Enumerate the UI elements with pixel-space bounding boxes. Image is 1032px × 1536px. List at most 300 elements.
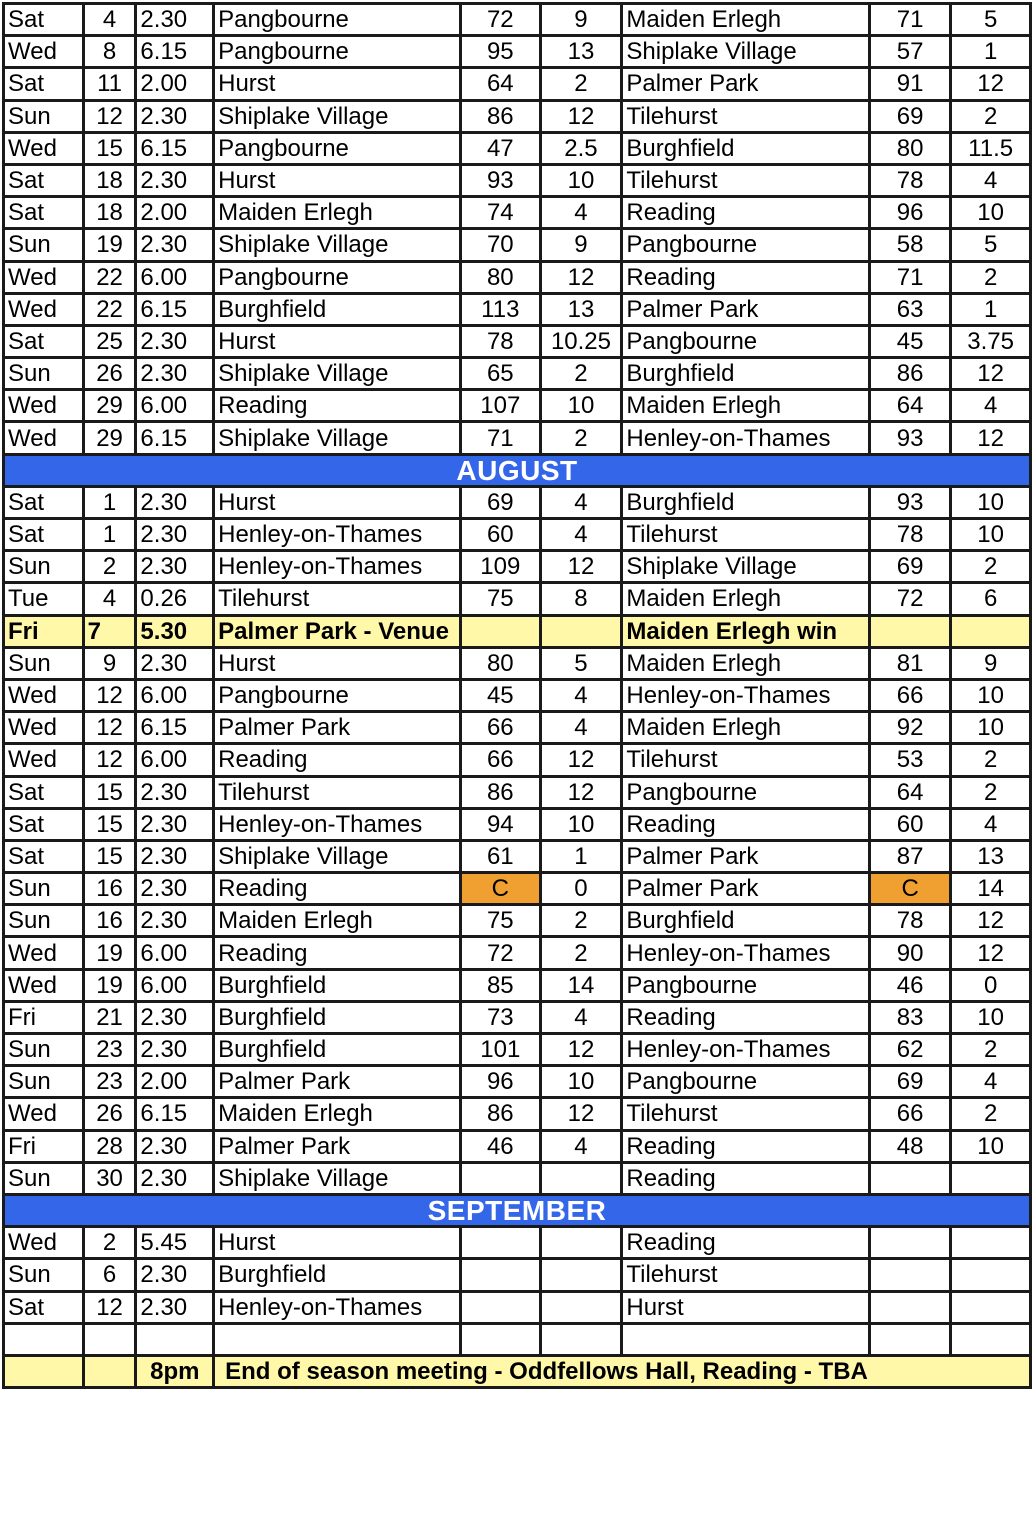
home-runs-cell: 72	[461, 937, 541, 969]
away-points-cell: 6	[951, 583, 1031, 615]
fixture-row	[4, 873, 1031, 905]
away-team-cell: Reading	[622, 1130, 870, 1162]
home-points-cell	[540, 1259, 622, 1291]
fixtures-table	[2, 2, 1032, 1389]
date-cell: 12	[83, 1291, 136, 1323]
home-team-cell: Tilehurst	[214, 583, 461, 615]
away-runs-cell: 80	[869, 132, 950, 164]
away-runs-cell: 78	[869, 519, 950, 551]
day-cell: Wed	[4, 969, 84, 1001]
away-team-cell: Burghfield	[622, 358, 870, 390]
fixture-row	[4, 1066, 1031, 1098]
home-team-cell: Pangbourne	[214, 36, 461, 68]
time-cell: 6.00	[136, 390, 214, 422]
home-runs-cell: 70	[461, 229, 541, 261]
fixture-row	[4, 68, 1031, 100]
away-team-cell: Palmer Park	[622, 873, 870, 905]
away-runs-cell: 69	[869, 551, 950, 583]
home-team-cell: Palmer Park	[214, 1066, 461, 1098]
away-points-cell: 13	[951, 840, 1031, 872]
time-cell: 2.30	[136, 519, 214, 551]
home-runs-cell: 74	[461, 197, 541, 229]
fixture-row	[4, 776, 1031, 808]
away-team-cell: Tilehurst	[622, 1259, 870, 1291]
date-cell: 25	[83, 325, 136, 357]
away-points-cell: 10	[951, 519, 1031, 551]
fixture-row	[4, 100, 1031, 132]
away-team-cell: Maiden Erlegh	[622, 712, 870, 744]
home-team-cell: Pangbourne	[214, 261, 461, 293]
away-team-cell: Palmer Park	[622, 68, 870, 100]
home-runs-cell: 71	[461, 422, 541, 454]
day-cell: Sun	[4, 873, 84, 905]
home-runs-cell: 96	[461, 1066, 541, 1098]
away-team-cell: Reading	[622, 197, 870, 229]
away-points-cell: 5	[951, 4, 1031, 36]
away-team-cell: Maiden Erlegh	[622, 647, 870, 679]
home-team-cell: Palmer Park	[214, 1130, 461, 1162]
away-runs-cell: 81	[869, 647, 950, 679]
away-runs-cell: 72	[869, 583, 950, 615]
away-team-cell: Reading	[622, 808, 870, 840]
away-runs-cell: 64	[869, 776, 950, 808]
time-cell: 6.15	[136, 132, 214, 164]
home-runs-cell	[461, 615, 541, 647]
home-points-cell: 2	[540, 422, 622, 454]
empty-cell	[136, 1323, 214, 1355]
away-points-cell: 10	[951, 712, 1031, 744]
time-cell: 2.00	[136, 1066, 214, 1098]
date-cell: 22	[83, 261, 136, 293]
time-cell: 2.30	[136, 905, 214, 937]
fixture-row	[4, 197, 1031, 229]
time-cell: 2.30	[136, 1291, 214, 1323]
away-runs-cell: 66	[869, 679, 950, 711]
away-team-cell: Pangbourne	[622, 969, 870, 1001]
date-cell: 12	[83, 744, 136, 776]
away-points-cell: 3.75	[951, 325, 1031, 357]
home-points-cell	[540, 615, 622, 647]
time-cell: 2.30	[136, 873, 214, 905]
home-team-cell: Burghfield	[214, 1259, 461, 1291]
home-runs-cell: 94	[461, 808, 541, 840]
date-cell: 12	[83, 712, 136, 744]
home-team-cell: Reading	[214, 937, 461, 969]
fixture-row	[4, 229, 1031, 261]
fixture-row	[4, 1291, 1031, 1323]
away-points-cell: 2	[951, 1098, 1031, 1130]
day-cell: Sun	[4, 100, 84, 132]
time-cell: 2.30	[136, 486, 214, 518]
time-cell: 2.30	[136, 358, 214, 390]
empty-cell	[83, 1323, 136, 1355]
away-team-cell: Reading	[622, 1001, 870, 1033]
away-runs-cell: 69	[869, 100, 950, 132]
home-team-cell: Palmer Park	[214, 712, 461, 744]
away-team-cell: Burghfield	[622, 905, 870, 937]
away-runs-cell	[869, 1162, 950, 1194]
home-points-cell	[540, 1227, 622, 1259]
away-team-cell: Palmer Park	[622, 293, 870, 325]
date-cell: 2	[83, 1227, 136, 1259]
away-team-cell: Tilehurst	[622, 519, 870, 551]
fixture-row	[4, 647, 1031, 679]
fixture-row	[4, 325, 1031, 357]
fixture-row	[4, 840, 1031, 872]
away-points-cell: 12	[951, 358, 1031, 390]
fixture-row	[4, 1162, 1031, 1194]
day-cell: Sun	[4, 1034, 84, 1066]
fixture-row	[4, 1227, 1031, 1259]
date-cell: 30	[83, 1162, 136, 1194]
day-cell: Sat	[4, 325, 84, 357]
home-runs-cell: 86	[461, 100, 541, 132]
home-runs-cell: 86	[461, 1098, 541, 1130]
day-cell: Sun	[4, 1259, 84, 1291]
away-team-cell: Pangbourne	[622, 229, 870, 261]
fixture-row	[4, 679, 1031, 711]
home-team-cell: Hurst	[214, 68, 461, 100]
away-runs-cell: 45	[869, 325, 950, 357]
home-points-cell: 4	[540, 1130, 622, 1162]
day-cell: Sat	[4, 197, 84, 229]
date-cell: 1	[83, 519, 136, 551]
home-points-cell: 4	[540, 712, 622, 744]
time-cell: 5.45	[136, 1227, 214, 1259]
home-points-cell: 2	[540, 905, 622, 937]
day-cell: Sat	[4, 776, 84, 808]
away-points-cell: 2	[951, 744, 1031, 776]
time-cell: 6.15	[136, 36, 214, 68]
date-cell: 12	[83, 679, 136, 711]
date-cell: 15	[83, 808, 136, 840]
day-cell: Sat	[4, 4, 84, 36]
day-cell: Wed	[4, 712, 84, 744]
away-runs-cell	[869, 615, 950, 647]
time-cell: 2.30	[136, 776, 214, 808]
home-runs-cell: 75	[461, 905, 541, 937]
home-runs-cell: 101	[461, 1034, 541, 1066]
home-runs-cell: 60	[461, 519, 541, 551]
home-runs-cell: 80	[461, 261, 541, 293]
empty-cell	[461, 1323, 541, 1355]
time-cell: 2.00	[136, 197, 214, 229]
day-cell: Sun	[4, 1066, 84, 1098]
home-runs-cell: 66	[461, 712, 541, 744]
date-cell: 15	[83, 132, 136, 164]
home-points-cell: 12	[540, 1098, 622, 1130]
day-cell: Sun	[4, 229, 84, 261]
date-cell: 15	[83, 840, 136, 872]
home-team-cell: Maiden Erlegh	[214, 905, 461, 937]
home-runs-cell	[461, 1162, 541, 1194]
meeting-description: End of season meeting - Oddfellows Hall, Reading - TBA	[214, 1355, 1031, 1387]
home-points-cell: 5	[540, 647, 622, 679]
time-cell: 6.15	[136, 422, 214, 454]
day-cell: Sat	[4, 1291, 84, 1323]
home-team-cell: Hurst	[214, 1227, 461, 1259]
away-runs-cell: 46	[869, 969, 950, 1001]
home-team-cell: Shiplake Village	[214, 358, 461, 390]
home-team-cell: Burghfield	[214, 293, 461, 325]
away-team-cell: Maiden Erlegh	[622, 583, 870, 615]
home-runs-cell: 66	[461, 744, 541, 776]
day-cell: Sun	[4, 905, 84, 937]
month-header	[4, 1194, 1031, 1226]
home-team-cell: Burghfield	[214, 969, 461, 1001]
date-cell: 9	[83, 647, 136, 679]
away-points-cell	[951, 615, 1031, 647]
season-meeting-row	[4, 1355, 1031, 1387]
home-team-cell: Tilehurst	[214, 776, 461, 808]
time-cell: 2.30	[136, 808, 214, 840]
date-cell: 21	[83, 1001, 136, 1033]
time-cell: 2.30	[136, 840, 214, 872]
date-cell: 16	[83, 873, 136, 905]
away-team-cell: Tilehurst	[622, 744, 870, 776]
time-cell: 2.30	[136, 100, 214, 132]
away-runs-cell: 78	[869, 164, 950, 196]
home-points-cell: 9	[540, 229, 622, 261]
home-team-cell: Hurst	[214, 164, 461, 196]
date-cell: 8	[83, 36, 136, 68]
empty-cell	[214, 1323, 461, 1355]
home-team-cell: Shiplake Village	[214, 840, 461, 872]
time-cell: 2.30	[136, 4, 214, 36]
away-team-cell: Burghfield	[622, 486, 870, 518]
date-cell: 23	[83, 1066, 136, 1098]
away-points-cell: 12	[951, 937, 1031, 969]
away-runs-cell: 48	[869, 1130, 950, 1162]
away-runs-cell: 62	[869, 1034, 950, 1066]
home-points-cell: 4	[540, 679, 622, 711]
time-cell: 6.00	[136, 969, 214, 1001]
home-runs-cell: 75	[461, 583, 541, 615]
date-cell: 26	[83, 358, 136, 390]
away-runs-cell: 87	[869, 840, 950, 872]
home-points-cell: 12	[540, 776, 622, 808]
home-runs-cell: 80	[461, 647, 541, 679]
time-cell: 2.00	[136, 68, 214, 100]
home-runs-cell	[461, 1227, 541, 1259]
home-team-cell: Reading	[214, 744, 461, 776]
date-cell: 28	[83, 1130, 136, 1162]
fixture-row	[4, 164, 1031, 196]
home-team-cell: Pangbourne	[214, 679, 461, 711]
home-runs-cell: 109	[461, 551, 541, 583]
away-points-cell: 12	[951, 905, 1031, 937]
away-points-cell: 2	[951, 551, 1031, 583]
away-runs-cell: 71	[869, 261, 950, 293]
home-team-cell: Maiden Erlegh	[214, 197, 461, 229]
away-points-cell: 5	[951, 229, 1031, 261]
away-runs-cell	[869, 1227, 950, 1259]
home-team-cell: Shiplake Village	[214, 1162, 461, 1194]
time-cell: 2.30	[136, 1162, 214, 1194]
away-points-cell: 4	[951, 808, 1031, 840]
home-runs-cell: 86	[461, 776, 541, 808]
away-points-cell: 1	[951, 36, 1031, 68]
blank-row	[4, 1323, 1031, 1355]
date-cell: 29	[83, 390, 136, 422]
home-team-cell: Maiden Erlegh	[214, 1098, 461, 1130]
empty-cell	[540, 1323, 622, 1355]
time-cell: 2.30	[136, 647, 214, 679]
day-cell: Sat	[4, 486, 84, 518]
away-team-cell: Henley-on-Thames	[622, 1034, 870, 1066]
home-points-cell: 4	[540, 197, 622, 229]
away-runs-cell: 66	[869, 1098, 950, 1130]
away-points-cell: 1	[951, 293, 1031, 325]
fixture-row	[4, 969, 1031, 1001]
home-runs-cell: 47	[461, 132, 541, 164]
date-cell: 4	[83, 583, 136, 615]
away-team-cell: Pangbourne	[622, 1066, 870, 1098]
away-points-cell: 14	[951, 873, 1031, 905]
time-cell: 0.26	[136, 583, 214, 615]
home-points-cell: 10	[540, 1066, 622, 1098]
date-cell: 1	[83, 486, 136, 518]
fixture-row	[4, 132, 1031, 164]
away-team-cell: Pangbourne	[622, 776, 870, 808]
home-runs-cell: 113	[461, 293, 541, 325]
away-runs-cell: 58	[869, 229, 950, 261]
home-team-cell: Reading	[214, 390, 461, 422]
date-cell: 26	[83, 1098, 136, 1130]
fixture-row	[4, 358, 1031, 390]
fixture-row	[4, 1098, 1031, 1130]
away-points-cell: 0	[951, 969, 1031, 1001]
day-cell: Wed	[4, 744, 84, 776]
away-points-cell: 2	[951, 100, 1031, 132]
date-cell: 4	[83, 4, 136, 36]
away-runs-cell: 78	[869, 905, 950, 937]
time-cell: 2.30	[136, 1001, 214, 1033]
home-team-cell: Henley-on-Thames	[214, 519, 461, 551]
home-runs-cell: 78	[461, 325, 541, 357]
away-team-cell: Maiden Erlegh	[622, 390, 870, 422]
fixture-row	[4, 1001, 1031, 1033]
month-header	[4, 454, 1031, 486]
away-runs-cell: 83	[869, 1001, 950, 1033]
home-points-cell: 0	[540, 873, 622, 905]
away-runs-cell: 64	[869, 390, 950, 422]
time-cell: 2.30	[136, 325, 214, 357]
away-team-cell: Tilehurst	[622, 100, 870, 132]
fixture-row	[4, 1259, 1031, 1291]
away-runs-cell: 57	[869, 36, 950, 68]
fixture-row	[4, 4, 1031, 36]
fixture-row	[4, 36, 1031, 68]
away-points-cell: 10	[951, 197, 1031, 229]
home-runs-cell: C	[461, 873, 541, 905]
day-cell: Wed	[4, 1098, 84, 1130]
day-cell: Sun	[4, 358, 84, 390]
day-cell: Wed	[4, 261, 84, 293]
home-points-cell: 8	[540, 583, 622, 615]
date-cell: 19	[83, 969, 136, 1001]
fixture-row	[4, 808, 1031, 840]
home-team-cell: Henley-on-Thames	[214, 551, 461, 583]
home-points-cell: 4	[540, 519, 622, 551]
home-team-cell: Reading	[214, 873, 461, 905]
home-team-cell: Pangbourne	[214, 4, 461, 36]
fixture-row	[4, 293, 1031, 325]
date-cell: 12	[83, 100, 136, 132]
home-points-cell	[540, 1162, 622, 1194]
time-cell: 2.30	[136, 164, 214, 196]
day-cell: Tue	[4, 583, 84, 615]
away-points-cell: 10	[951, 486, 1031, 518]
fixture-row	[4, 1130, 1031, 1162]
day-cell: Wed	[4, 36, 84, 68]
month-label: AUGUST	[4, 454, 1031, 486]
away-runs-cell: 86	[869, 358, 950, 390]
time-cell: 2.30	[136, 1259, 214, 1291]
time-cell: 2.30	[136, 1130, 214, 1162]
empty-cell	[622, 1323, 870, 1355]
day-cell: Sat	[4, 808, 84, 840]
day-cell: Fri	[4, 1001, 84, 1033]
date-cell: 6	[83, 1259, 136, 1291]
away-team-cell: Henley-on-Thames	[622, 422, 870, 454]
home-runs-cell: 64	[461, 68, 541, 100]
away-runs-cell: C	[869, 873, 950, 905]
away-team-cell: Palmer Park	[622, 840, 870, 872]
home-runs-cell: 95	[461, 36, 541, 68]
home-runs-cell: 107	[461, 390, 541, 422]
away-points-cell	[951, 1259, 1031, 1291]
fixture-row	[4, 583, 1031, 615]
date-cell: 7	[83, 615, 136, 647]
time-cell: 6.15	[136, 293, 214, 325]
away-team-cell: Maiden Erlegh	[622, 4, 870, 36]
home-points-cell: 10.25	[540, 325, 622, 357]
day-cell: Fri	[4, 615, 84, 647]
date-cell: 19	[83, 229, 136, 261]
empty-cell	[4, 1355, 84, 1387]
away-runs-cell	[869, 1291, 950, 1323]
away-points-cell: 4	[951, 164, 1031, 196]
home-runs-cell: 46	[461, 1130, 541, 1162]
time-cell: 2.30	[136, 229, 214, 261]
away-team-cell: Shiplake Village	[622, 551, 870, 583]
away-points-cell: 10	[951, 1130, 1031, 1162]
day-cell: Wed	[4, 422, 84, 454]
home-runs-cell: 61	[461, 840, 541, 872]
home-team-cell: Hurst	[214, 325, 461, 357]
home-points-cell: 13	[540, 293, 622, 325]
time-cell: 5.30	[136, 615, 214, 647]
away-team-cell: Henley-on-Thames	[622, 937, 870, 969]
home-runs-cell: 45	[461, 679, 541, 711]
away-team-cell: Maiden Erlegh win	[622, 615, 870, 647]
away-points-cell: 2	[951, 1034, 1031, 1066]
empty-cell	[951, 1323, 1031, 1355]
home-points-cell: 10	[540, 390, 622, 422]
home-points-cell: 12	[540, 100, 622, 132]
home-team-cell: Shiplake Village	[214, 100, 461, 132]
away-runs-cell: 96	[869, 197, 950, 229]
home-team-cell: Shiplake Village	[214, 229, 461, 261]
fixture-row	[4, 712, 1031, 744]
day-cell: Sun	[4, 647, 84, 679]
home-points-cell: 1	[540, 840, 622, 872]
date-cell: 2	[83, 551, 136, 583]
home-team-cell: Hurst	[214, 486, 461, 518]
away-team-cell: Hurst	[622, 1291, 870, 1323]
fixture-row	[4, 261, 1031, 293]
